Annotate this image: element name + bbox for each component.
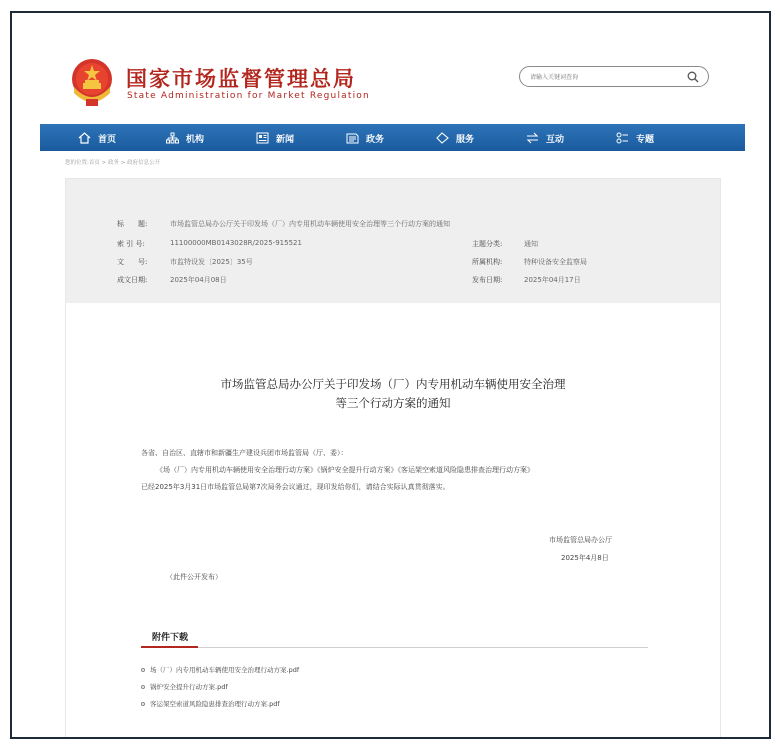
nav-label: 首页 xyxy=(98,134,117,145)
document-title-line: 等三个行动方案的通知 xyxy=(335,396,451,410)
signature: 市场监管总局办公厅 xyxy=(549,536,612,544)
document-meta-panel xyxy=(66,179,720,303)
salutation: 各省、自治区、直辖市和新疆生产建设兵团市场监管局（厅、委）： xyxy=(141,449,348,457)
search-input[interactable] xyxy=(530,71,680,83)
meta-category-value: 通知 xyxy=(524,240,538,248)
meta-title-value: 市场监管总局办公厅关于印发场（厂）内专用机动车辆使用安全治理等三个行动方案的通知 xyxy=(170,220,450,228)
org-icon xyxy=(166,132,179,144)
breadcrumb[interactable]: 您的位置:首页 > 政务 > 政府信息公开 xyxy=(65,160,161,166)
divider xyxy=(141,647,648,648)
nav-label: 新闻 xyxy=(276,134,295,145)
nav-item-affairs[interactable] xyxy=(346,131,384,145)
meta-category-label: 主题分类: xyxy=(472,240,503,248)
search-box xyxy=(519,66,709,87)
body-paragraph: 《场（厂）内专用机动车辆使用安全治理行动方案》《锅炉安全提升行动方案》《客运架空索道风险隐患排查治理行动方案》 xyxy=(156,466,534,474)
document-title xyxy=(66,375,720,413)
divider-accent xyxy=(141,646,198,648)
bullet-icon xyxy=(141,685,145,689)
nav-label: 专题 xyxy=(636,134,655,145)
news-icon xyxy=(256,132,269,144)
meta-date-value: 2025年04月08日 xyxy=(170,276,227,284)
article-card xyxy=(65,178,721,739)
bullet-icon xyxy=(141,702,145,706)
attachment-link[interactable] xyxy=(141,699,280,708)
nav-label: 互动 xyxy=(546,134,565,145)
attachment-link[interactable] xyxy=(141,665,299,674)
interact-icon xyxy=(526,132,539,144)
meta-pub-value: 2025年04月17日 xyxy=(524,276,581,284)
service-icon xyxy=(436,132,449,144)
home-icon xyxy=(78,132,91,144)
nav-label: 机构 xyxy=(186,134,205,145)
document-title-line: 市场监管总局办公厅关于印发场（厂）内专用机动车辆使用安全治理 xyxy=(220,377,566,391)
meta-index-label: 索 引 号: xyxy=(117,240,145,248)
publication-note: （此件公开发布） xyxy=(166,573,222,581)
main-nav xyxy=(40,124,745,151)
attachment-filename[interactable]: 锅炉安全提升行动方案.pdf xyxy=(150,683,228,691)
meta-docno-label: 文 号: xyxy=(117,258,148,266)
meta-pub-label: 发布日期: xyxy=(472,276,503,284)
nav-item-org[interactable] xyxy=(166,131,204,145)
attachments-heading: 附件下载 xyxy=(152,633,189,643)
affairs-icon xyxy=(346,132,359,144)
meta-index-value: 11100000MB0143028R/2025-915521 xyxy=(170,239,302,247)
nav-item-home[interactable] xyxy=(78,131,116,145)
national-emblem-logo xyxy=(69,57,115,109)
nav-label: 服务 xyxy=(456,134,475,145)
sign-date: 2025年4月8日 xyxy=(561,554,609,562)
attachment-filename[interactable]: 客运架空索道风险隐患排查治理行动方案.pdf xyxy=(150,700,280,708)
nav-item-news[interactable] xyxy=(256,131,294,145)
bullet-icon xyxy=(141,668,145,672)
nav-item-topic[interactable] xyxy=(616,131,654,145)
meta-docno-value: 市监特设发〔2025〕35号 xyxy=(170,258,253,266)
meta-org-label: 所属机构: xyxy=(472,258,503,266)
search-icon[interactable] xyxy=(687,71,699,83)
nav-item-service[interactable] xyxy=(436,131,474,145)
site-subtitle: State Administration for Market Regulation xyxy=(127,91,370,101)
topic-icon xyxy=(616,132,629,144)
site-title: 国家市场监督管理总局 xyxy=(126,66,356,91)
meta-org-value: 特种设备安全监察局 xyxy=(524,258,587,266)
attachment-filename[interactable]: 场（厂）内专用机动车辆使用安全治理行动方案.pdf xyxy=(150,666,300,674)
meta-date-label: 成文日期: xyxy=(117,276,148,284)
nav-item-interact[interactable] xyxy=(526,131,564,145)
page-frame xyxy=(10,11,771,739)
attachment-link[interactable] xyxy=(141,682,228,691)
meta-title-label: 标 题: xyxy=(117,220,148,228)
nav-label: 政务 xyxy=(366,134,385,145)
body-paragraph: 已经2025年3月31日市场监管总局第7次局务会议通过，现印发给你们，请结合实际认真贯彻落实。 xyxy=(141,483,450,491)
